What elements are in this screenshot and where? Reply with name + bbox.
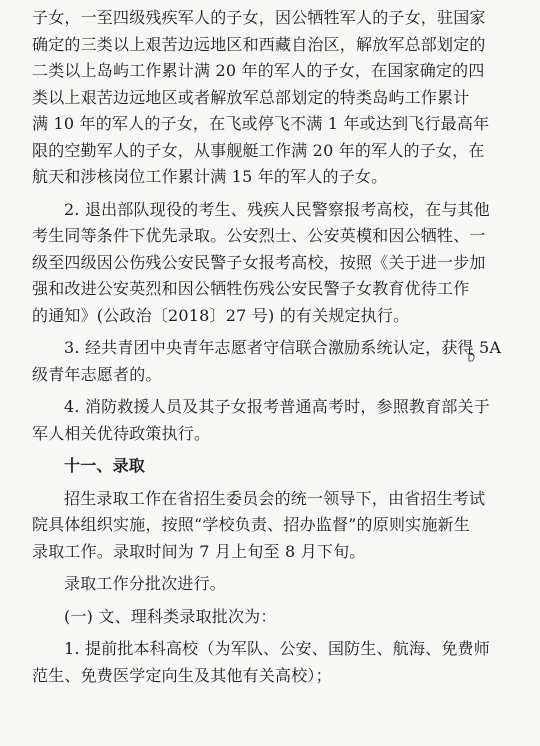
text-line: 限的空勤军人的子女，从事舰艇工作满 20 年的军人的子女，在 (32, 140, 485, 160)
paragraph-start-admission: 招生录取工作在省招生委员会的统一领导下，由省招生考试 (64, 488, 486, 508)
text-line: 子女，一至四级残疾军人的子女，因公牺牲军人的子女，驻国家 (32, 8, 486, 27)
text-line: 院具体组织实施，按照“学校负责、招办监督”的原则实施新生 (32, 515, 470, 534)
text-line: 航天和涉核岗位工作累计满 15 年的军人的子女。 (32, 167, 388, 186)
hand-cursor-icon (465, 350, 477, 362)
text-line: 军人相关优待政策执行。 (32, 423, 211, 443)
text-line: 录取工作。录取时间为 7 月上旬至 8 月下旬。 (32, 541, 366, 561)
paragraph-start-2: 2. 退出部队现役的考生、残疾人民警察报考高校，在与其他 (64, 199, 490, 219)
text-line: 二类以上岛屿工作累计满 20 年的军人的子女，在国家确定的四 (32, 61, 485, 80)
text-line: 考生同等条件下优先录取。公安烈士、公安英模和因公牺牲、一 (32, 226, 486, 245)
text-line: 范生、免费医学定向生及其他有关高校）； (32, 665, 332, 685)
text-line: 的通知》(公政治〔2018〕27 号) 的有关规定执行。 (32, 305, 410, 325)
text-line: 级青年志愿者的。 (32, 364, 162, 384)
subsection-heading: (一) 文、理科类录取批次为： (64, 606, 277, 626)
text-line: 满 10 年的军人的子女，在飞或停飞不满 1 年或达到飞行最高年 (32, 114, 490, 133)
text-line: 确定的三类以上艰苦边远地区和西藏自治区，解放军总部划定的 (32, 34, 486, 54)
section-heading: 十一、录取 (64, 456, 146, 475)
text-line: 类以上艰苦边远地区或者解放军总部划定的特类岛屿工作累计 (32, 87, 470, 107)
paragraph-start-4: 4. 消防救援人员及其子女报考普通高考时，参照教育部关于 (64, 397, 490, 416)
text-line: 级至四级因公伤残公安民警子女报考高校，按照《关于进一步加 (32, 252, 486, 272)
paragraph-start-3: 3. 经共青团中央青年志愿者守信联合激励系统认定，获得 5A (64, 338, 502, 357)
paragraph-batches: 录取工作分批次进行。 (64, 574, 227, 593)
text-line: 强和改进公安英烈和因公牺牲伤残公安民警子女教育优待工作 (32, 279, 470, 298)
list-item-1: 1. 提前批本科高校（为军队、公安、国防生、航海、免费师 (64, 639, 490, 658)
